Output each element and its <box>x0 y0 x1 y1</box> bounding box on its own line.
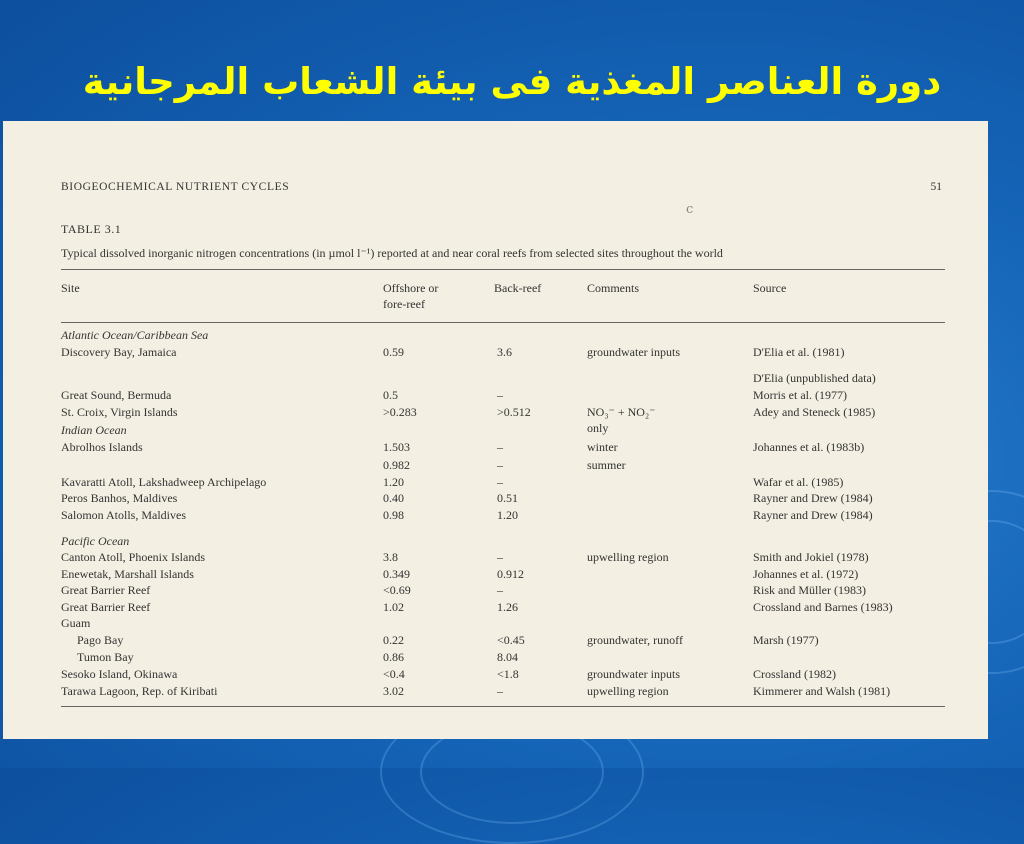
cell-offshore: <0.69 <box>383 583 411 597</box>
cell-source: Crossland (1982) <box>753 667 836 681</box>
cell-offshore: 1.02 <box>383 600 404 614</box>
cell-source: Wafar et al. (1985) <box>753 475 844 489</box>
cell-site: Canton Atoll, Phoenix Islands <box>61 550 205 564</box>
cell-offshore: 0.22 <box>383 633 404 647</box>
cell-site: Tumon Bay <box>77 650 134 664</box>
cell-source: D'Elia et al. (1981) <box>753 345 845 359</box>
cell-comments: NO₃⁻ + NO₂⁻ <box>587 405 656 419</box>
cell-backreef: – <box>497 684 503 698</box>
cell-offshore: 0.40 <box>383 491 404 505</box>
table-row <box>3 370 988 387</box>
cell-site: Great Sound, Bermuda <box>61 388 172 402</box>
page-number: 51 <box>930 181 942 193</box>
cell-comments: groundwater, runoff <box>587 633 683 647</box>
cell-comments: groundwater inputs <box>587 345 680 359</box>
cell-site: Kavaratti Atoll, Lakshadweep Archipelago <box>61 475 267 489</box>
region-name: Indian Ocean <box>61 423 127 437</box>
table-row <box>3 615 988 632</box>
cell-source: Johannes et al. (1983b) <box>753 440 865 454</box>
table-row <box>3 632 988 649</box>
running-head <box>61 181 942 193</box>
cell-backreef: 8.04 <box>497 650 518 664</box>
cell-backreef: – <box>497 440 503 454</box>
region-heading-row <box>3 422 988 439</box>
table-caption: Typical dissolved inorganic nitrogen concentrations (in µmol l⁻¹) reported at and near coral reefs from selected sites throughout the world <box>61 246 723 260</box>
cell-source: D'Elia (unpublished data) <box>753 371 876 385</box>
cell-backreef: 1.26 <box>497 600 518 614</box>
cell-offshore: 0.5 <box>383 388 398 402</box>
cell-offshore: 0.349 <box>383 567 410 581</box>
cell-source: Smith and Jokiel (1978) <box>753 550 869 564</box>
cell-backreef: – <box>497 550 503 564</box>
header-offshore-line2: fore-reef <box>383 297 425 311</box>
table-row <box>3 439 988 456</box>
table-row <box>3 666 988 683</box>
cell-backreef: 1.20 <box>497 508 518 522</box>
cell-offshore: >0.283 <box>383 405 417 419</box>
cell-comments: summer <box>587 458 626 472</box>
cell-source: Kimmerer and Walsh (1981) <box>753 684 891 698</box>
table-row <box>3 490 988 507</box>
table-row <box>3 457 988 474</box>
cell-comments: groundwater inputs <box>587 667 680 681</box>
cell-backreef: – <box>497 583 503 597</box>
table-row <box>3 549 988 566</box>
cell-source: Risk and Müller (1983) <box>753 583 866 597</box>
header-source: Source <box>753 281 787 295</box>
table-row <box>3 387 988 404</box>
cell-site: Tarawa Lagoon, Rep. of Kiribati <box>61 684 218 698</box>
cell-offshore: 0.982 <box>383 458 410 472</box>
cell-source: Rayner and Drew (1984) <box>753 491 873 505</box>
cell-offshore: <0.4 <box>383 667 405 681</box>
region-heading-row <box>3 327 988 344</box>
header-bottom-rule <box>61 322 945 323</box>
cell-backreef: 0.912 <box>497 567 524 581</box>
table-row <box>3 599 988 616</box>
cell-source: Crossland and Barnes (1983) <box>753 600 893 614</box>
table-row <box>3 474 988 491</box>
cell-source: Morris et al. (1977) <box>753 388 847 402</box>
table-top-rule <box>61 269 945 270</box>
header-offshore-line1: Offshore or <box>383 281 439 295</box>
cell-backreef: 3.6 <box>497 345 512 359</box>
cell-backreef: – <box>497 475 503 489</box>
cell-source: Marsh (1977) <box>753 633 819 647</box>
header-site: Site <box>61 281 80 295</box>
slide-title: دورة العناصر المغذية فى بيئة الشعاب المرجانية <box>82 60 942 103</box>
cell-backreef: – <box>497 388 503 402</box>
region-name: Pacific Ocean <box>61 534 130 548</box>
cell-offshore: 0.59 <box>383 345 404 359</box>
cell-site: Great Barrier Reef <box>61 600 151 614</box>
table-row <box>3 404 988 421</box>
header-offshore <box>383 280 438 312</box>
table-row <box>3 683 988 700</box>
cell-source: Rayner and Drew (1984) <box>753 508 873 522</box>
cell-source: Johannes et al. (1972) <box>753 567 859 581</box>
cell-site: Great Barrier Reef <box>61 583 151 597</box>
table-row <box>3 566 988 583</box>
table-label: TABLE 3.1 <box>61 222 122 236</box>
cell-comments: upwelling region <box>587 684 669 698</box>
cell-backreef: 0.51 <box>497 491 518 505</box>
cell-site: Sesoko Island, Okinawa <box>61 667 178 681</box>
cell-comments: only <box>587 421 609 435</box>
region-name: Atlantic Ocean/Caribbean Sea <box>61 328 209 342</box>
header-backreef: Back-reef <box>494 281 542 295</box>
running-head-text: BIOGEOCHEMICAL NUTRIENT CYCLES <box>61 181 290 193</box>
cell-comments: upwelling region <box>587 550 669 564</box>
cell-site: St. Croix, Virgin Islands <box>61 405 178 419</box>
cell-site: Guam <box>61 616 91 630</box>
cell-offshore: 1.20 <box>383 475 404 489</box>
cell-offshore: 1.503 <box>383 440 410 454</box>
cell-site: Abrolhos Islands <box>61 440 143 454</box>
cell-site: Salomon Atolls, Maldives <box>61 508 187 522</box>
cell-offshore: 3.02 <box>383 684 404 698</box>
cell-offshore: 0.86 <box>383 650 404 664</box>
cell-site: Pago Bay <box>77 633 124 647</box>
cell-backreef: >0.512 <box>497 405 531 419</box>
table-row <box>3 507 988 524</box>
table-row <box>3 344 988 361</box>
cell-backreef: <1.8 <box>497 667 519 681</box>
cell-comments: winter <box>587 440 618 454</box>
cell-offshore: 0.98 <box>383 508 404 522</box>
cell-site: Peros Banhos, Maldives <box>61 491 178 505</box>
cell-offshore: 3.8 <box>383 550 398 564</box>
cell-backreef: – <box>497 458 503 472</box>
scanned-page <box>3 121 988 739</box>
table-row <box>3 649 988 666</box>
header-comments: Comments <box>587 281 640 295</box>
cell-site: Discovery Bay, Jamaica <box>61 345 177 359</box>
pencil-mark: c <box>686 202 694 217</box>
region-heading-row <box>3 533 988 550</box>
cell-backreef: <0.45 <box>497 633 525 647</box>
cell-source: Adey and Steneck (1985) <box>753 405 876 419</box>
table-bottom-rule <box>61 706 945 707</box>
cell-site: Enewetak, Marshall Islands <box>61 567 194 581</box>
table-row <box>3 582 988 599</box>
